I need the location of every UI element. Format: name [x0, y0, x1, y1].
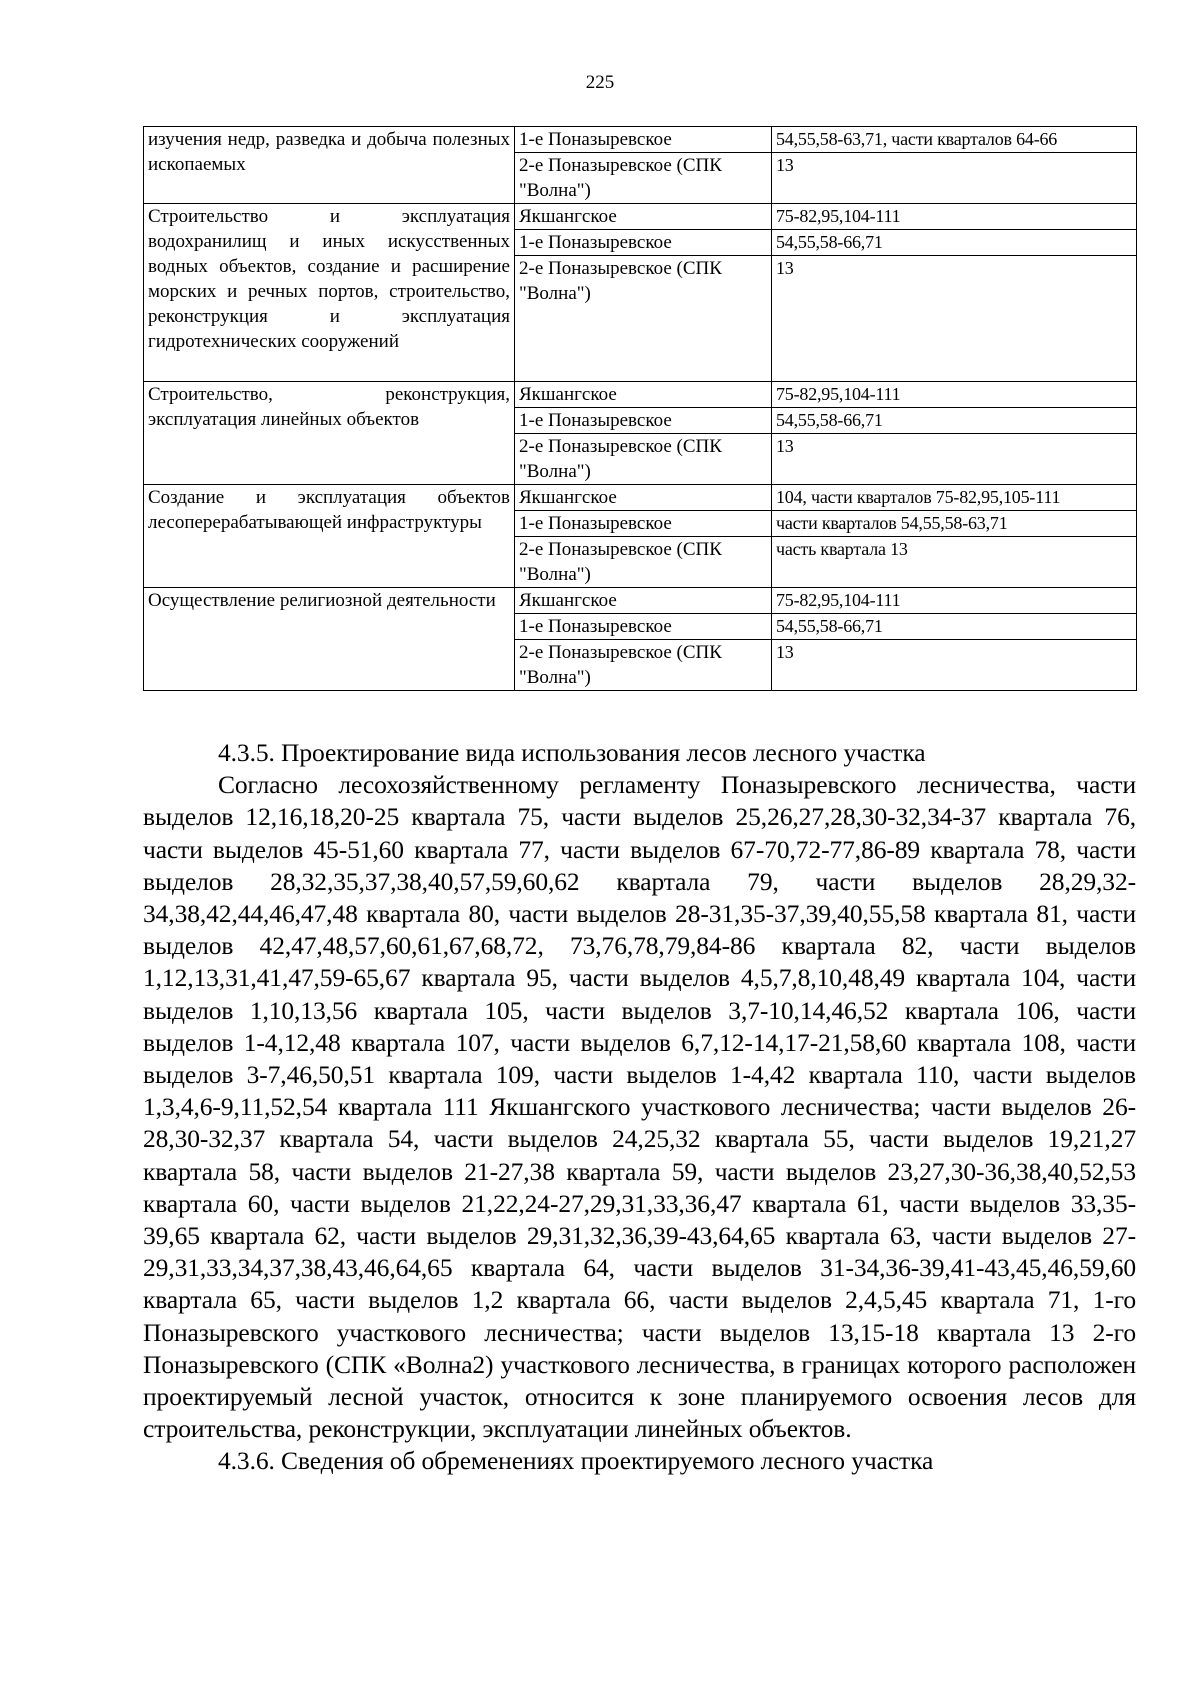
quarters-cell: части кварталов 54,55,58-63,71	[772, 511, 1137, 537]
quarters-cell: 75-82,95,104-111	[772, 382, 1137, 408]
forestry-cell: 1-е Поназыревское	[515, 230, 772, 256]
forestry-cell: 1-е Поназыревское	[515, 408, 772, 434]
activity-cell: изучения недр, разведка и добыча полезных ископаемых	[144, 127, 515, 204]
quarters-cell: 104, части кварталов 75-82,95,105-111	[772, 485, 1137, 511]
activity-cell: Строительство и эксплуатация водохранилищ и иных искусственных водных объектов, создание и расширение морских и речных портов, строительство, реконструкция и эксплуатация гидротехнических сооружений	[144, 204, 515, 382]
activity-cell: Создание и эксплуатация объектов лесоперерабатывающей инфраструктуры	[144, 485, 515, 588]
quarters-cell: 13	[772, 153, 1137, 204]
table-row	[144, 382, 1137, 408]
quarters-cell: 75-82,95,104-111	[772, 588, 1137, 614]
quarters-cell: 54,55,58-66,71	[772, 230, 1137, 256]
forestry-cell: 2-е Поназыревское (СПК "Волна")	[515, 434, 772, 485]
forestry-cell: Якшангское	[515, 382, 772, 408]
quarters-cell: 75-82,95,104-111	[772, 204, 1137, 230]
quarters-cell: 13	[772, 256, 1137, 382]
forestry-cell: 1-е Поназыревское	[515, 511, 772, 537]
forestry-cell: 2-е Поназыревское (СПК "Волна")	[515, 153, 772, 204]
table-row	[144, 204, 1137, 230]
table-row	[144, 588, 1137, 614]
table-row	[144, 485, 1137, 511]
page-number: 225	[585, 72, 615, 93]
quarters-cell: 13	[772, 640, 1137, 691]
forestry-cell: Якшангское	[515, 588, 772, 614]
forestry-cell: 2-е Поназыревское (СПК "Волна")	[515, 256, 772, 382]
forestry-cell: 2-е Поназыревское (СПК "Волна")	[515, 537, 772, 588]
forest-use-table	[143, 126, 1137, 691]
section-paragraph-4-3-5: Согласно лесохозяйственному регламенту Поназыревского лесничества, части выделов 12,16,18,20-25 квартала 75, части выделов 25,26,27,28,30-32,34-37 квартала 76, части выделов 45-51,60 квартала 77, части выделов 67-70,72-77,86-89 квартала 78, части выделов 28,32,35,37,38,40,57,59,60,62 квартала 79, части выделов 28,29,32-34,38,42,44,46,47,48 квартала 80, части выделов 28-31,35-37,39,40,55,58 квартала 81, части выделов 42,47,48,57,60,61,67,68,72, 73,76,78,79,84-86 квартала 82, части выделов 1,12,13,31,41,47,59-65,67 квартала 95, части выделов 4,5,7,8,10,48,49 квартала 104, части выделов 1,10,13,56 квартала 105, части выделов 3,7-10,14,46,52 квартала 106, части выделов 1-4,12,48 квартала 107, части выделов 6,7,12-14,17-21,58,60 квартала 108, части выделов 3-7,46,50,51 квартала 109, части выделов 1-4,42 квартала 110, части выделов 1,3,4,6-9,11,52,54 квартала 111 Якшангского участкового лесничества; части выделов 26-28,30-32,37 квартала 54, части выделов 24,25,32 квартала 55, части выделов 19,21,27 квартала 58, части выделов 21-27,38 квартала 59, части выделов 23,27,30-36,38,40,52,53 квартала 60, части выделов 21,22,24-27,29,31,33,36,47 квартала 61, части выделов 33,35-39,65 квартала 62, части выделов 29,31,32,36,39-43,64,65 квартала 63, части выделов 27-29,31,33,34,37,38,43,46,64,65 квартала 64, части выделов 31-34,36-39,41-43,45,46,59,60 квартала 65, части выделов 1,2 квартала 66, части выделов 2,4,5,45 квартала 71, 1-го Поназыревского участкового лесничества; части выделов 13,15-18 квартала 13 2-го Поназыревского (СПК «Волна2) участкового лесничества, в границах которого расположен проектируемый лесной участок, относится к зоне планируемого освоения лесов для строительства, реконструкции, эксплуатации линейных объектов.	[143, 770, 1136, 1444]
quarters-cell: 13	[772, 434, 1137, 485]
forestry-cell: Якшангское	[515, 204, 772, 230]
activity-cell: Строительство, реконструкция, эксплуатация линейных объектов	[144, 382, 515, 485]
forestry-cell: 1-е Поназыревское	[515, 127, 772, 153]
quarters-cell: часть квартала 13	[772, 537, 1137, 588]
section-heading-4-3-5: 4.3.5. Проектирование вида использования лесов лесного участка	[218, 738, 926, 767]
section-heading-4-3-6: 4.3.6. Сведения об обременениях проектируемого лесного участка	[218, 1446, 934, 1476]
forestry-cell: 2-е Поназыревское (СПК "Волна")	[515, 640, 772, 691]
quarters-cell: 54,55,58-66,71	[772, 614, 1137, 640]
document-body	[143, 737, 1136, 1478]
forestry-cell: Якшангское	[515, 485, 772, 511]
forestry-cell: 1-е Поназыревское	[515, 614, 772, 640]
quarters-cell: 54,55,58-66,71	[772, 408, 1137, 434]
quarters-cell: 54,55,58-63,71, части кварталов 64-66	[772, 127, 1137, 153]
table-row	[144, 127, 1137, 153]
activity-cell: Осуществление религиозной деятельности	[144, 588, 515, 691]
